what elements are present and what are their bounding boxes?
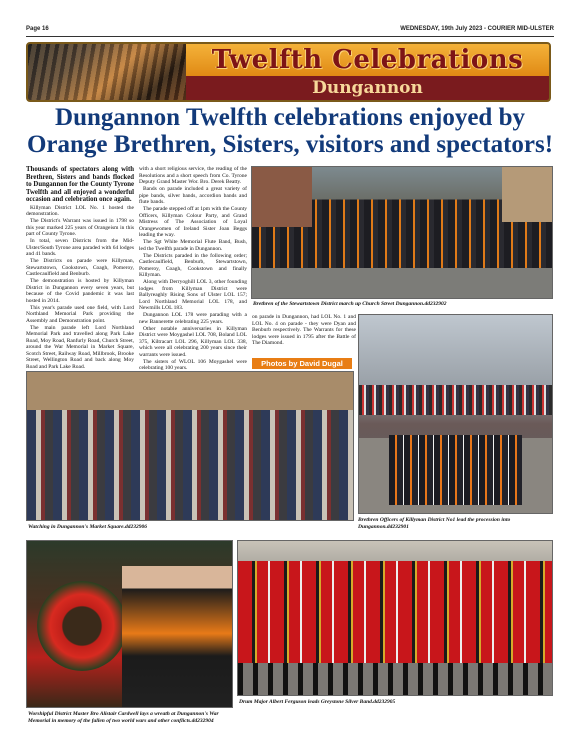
caption-photo-4: Worshipful District Master Bro Alistair Cardwell lays a wreath at Dungannon's War Memorial in memory of the fallen of two world wars and other conflicts.dd232904 <box>28 711 219 724</box>
paragraph: The sisters of WLOL 106 Moygashel were celebrating 100 years. <box>139 358 247 371</box>
photo-building <box>502 167 552 222</box>
paragraph: Along with Derryoghill LOL 3, other founding lodges from Killyman District were Ballyreaghly Rising Sons of Ulster LOL 157; Lord Northland Memorial LOL 178, and Newmills LOL 183. <box>139 279 247 311</box>
photo-killyman-officers <box>358 314 553 514</box>
paragraph: The Districts paraded in the following order; Castlecaulfield, Benburb, Stewartstown, Pomeroy, Coagh, Cookstown and finally Killyman. <box>139 252 247 278</box>
paragraph: The parade stepped off at 1pm with the County Officers, Killyman Colour Party, and Grand Mistress of The Association of Loyal Orangewomen of Ireland Sister Joan Beggs leading the way. <box>139 206 247 238</box>
paragraph: This year's parade used one field, with Lord Northland Memorial Park providing the Assembly and Demonstration point. <box>26 304 134 324</box>
photo-wreath <box>37 581 127 671</box>
paragraph: on parade in Dungannon, had LOL No. 1 and LOL No. 4 on parade - they were Dyan and Benburb respectively. The Warrants for these lodges were issued in 1795 after the Battle of The Diamond. <box>252 314 356 346</box>
caption-photo-1: Brethren of the Stewartstown District march up Church Street Dungannon.dd232902 <box>253 301 447 307</box>
photo-wreath-laying <box>26 540 233 708</box>
photo-marchers <box>389 435 522 505</box>
paragraph: The Sgt White Memorial Flute Band, Bush, led the Twelfth parade in Dungannon. <box>139 239 247 252</box>
photo-stewartstown-march <box>251 166 553 299</box>
paragraph: Dungannon LOL 178 were parading with a new Bannerette celebrating 225 years. <box>139 312 247 325</box>
caption-photo-3: Watching in Dungannon's Market Square.dd232906 <box>28 524 147 530</box>
caption-photo-5: Drum Major Albert Ferguson leads Greystone Silver Band.dd232905 <box>239 699 396 705</box>
paragraph: The District's Warrant was issued in 1798 so this year marked 225 years of Orangeism in this part of County Tyrone. <box>26 218 134 238</box>
article-column-3 <box>252 314 356 356</box>
banner-image <box>28 44 186 100</box>
photo-district-master <box>122 566 233 708</box>
paragraph: Other notable anniversaries in Killyman District were Moygashel LOL 708, Boland LOL 375, Kiltracart LOL 296, Killyman LOL 338, which were all celebrating 200 years since their warrants were issued. <box>139 325 247 358</box>
page-number: Page 16 <box>26 26 49 32</box>
photo-market-square <box>26 371 354 521</box>
photo-credit: Photos by David Dugal <box>252 358 352 369</box>
page-header <box>26 26 554 36</box>
paragraph: Bands on parade included a great variety of pipe bands, silver bands, accordion bands and flute bands. <box>139 186 247 205</box>
header-rule <box>26 36 554 37</box>
photo-marchers-legs <box>238 663 552 695</box>
photo-greystone-band <box>237 540 553 696</box>
caption-photo-2: Brethren Officers of Killyman District No1 lead the procession into Dungannon.dd232901 <box>358 517 511 530</box>
banner-title: Twelfth Celebrations <box>186 44 549 76</box>
headline: Dungannon Twelfth celebrations enjoyed by Orange Brethren, Sisters, visitors and spectators! <box>26 104 554 158</box>
section-banner <box>26 42 551 102</box>
photo-street <box>252 268 552 298</box>
photo-spectators <box>27 410 353 520</box>
paragraph: The Districts on parade were Killyman, Stewartstown, Cookstown, Coagh, Pomeroy, Castlecaulfield and Benburb. <box>26 258 134 278</box>
article-column-2 <box>139 166 247 371</box>
article-column-1 <box>26 166 134 371</box>
paragraph: The main parade left Lord Northland Memorial Park and travelled along Park Lake Road, Moy Road, Ranfurly Road, Church Street, around the War Memorial in Market Square, Scotch Street, Railway Road, Millbrook, Brooke Street, Wellington Road and back along Moy Road and Park Lake Road. <box>26 324 134 370</box>
banner-subtitle: Dungannon <box>186 76 549 100</box>
paragraph: The demonstration is hosted by Killyman District in Dungannon every seven years, but because of the Covid pandemic it was last hosted in 2014. <box>26 278 134 304</box>
photo-crowd <box>359 385 552 415</box>
paragraph: In total, seven Districts from the Mid-Ulster/South Tyrone area paraded with 64 lodges and 41 bands. <box>26 238 134 258</box>
paragraph: with a short religious service, the reading of the Resolutions and a short speech from Co. Tyrone Deputy Grand Master Wor. Bro. Derek Beatty. <box>139 166 247 185</box>
lead-paragraph: Thousands of spectators along with Brethren, Sisters and bands flocked to Dungannon for the County Tyrone Twelfth and all enjoyed a wonderful occasion and celebration once again. <box>26 166 134 204</box>
photo-building <box>252 167 312 227</box>
paragraph: Killyman District LOL No. 1 hosted the demonstration. <box>26 204 134 218</box>
photo-building <box>27 372 353 412</box>
dateline: WEDNESDAY, 19th July 2023 - COURIER MID-ULSTER <box>400 26 554 32</box>
